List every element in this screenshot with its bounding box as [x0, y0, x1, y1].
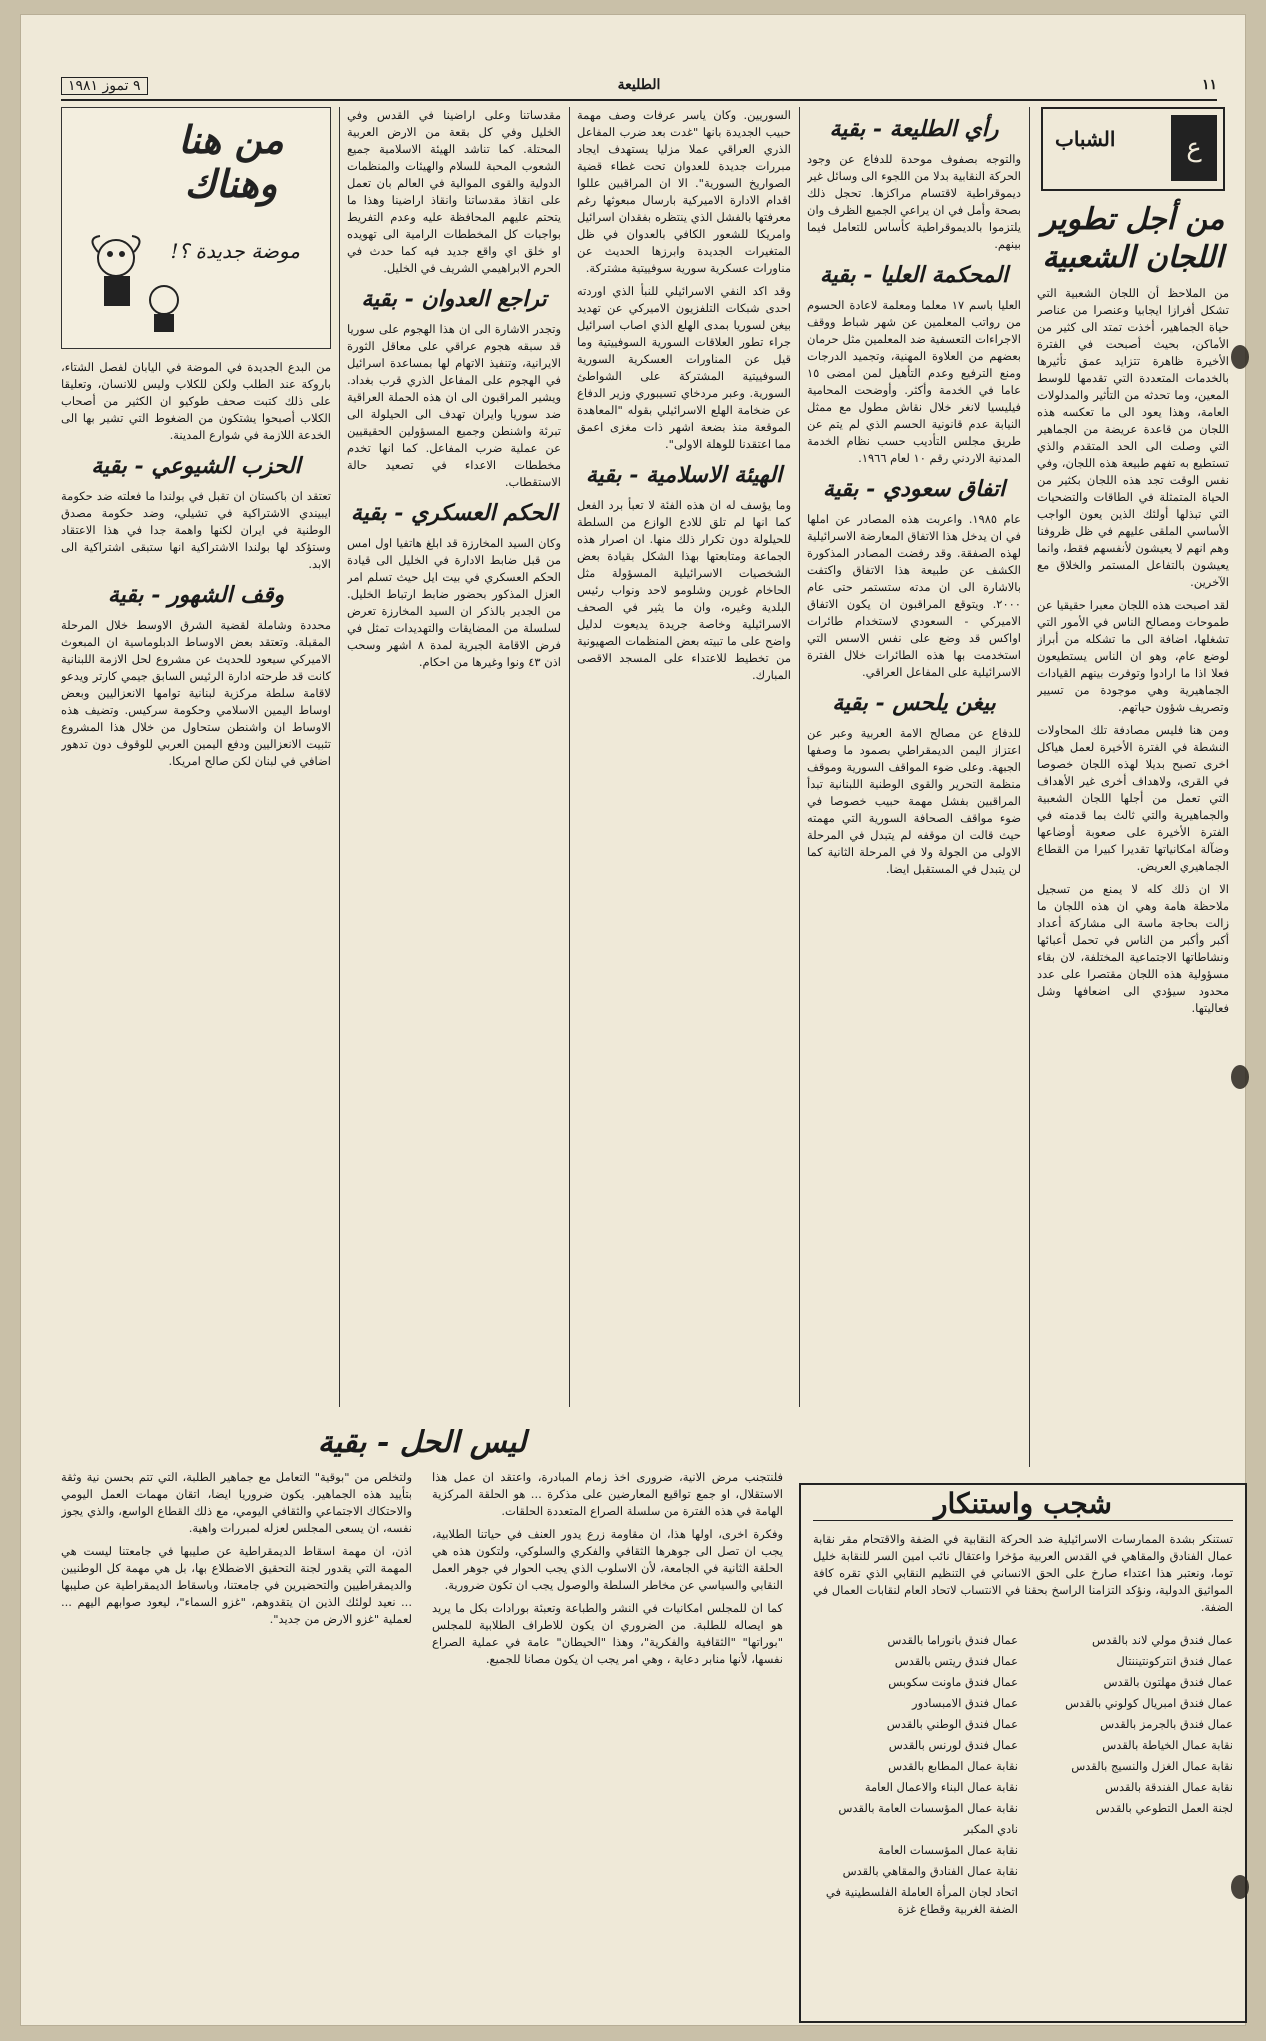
solution-paragraph: فلنتجنب مرض الانية، ضرورى اخذ زمام المبادرة، واعتقد ان عمل هذا الاستقلال، او جمع تواقيع المعارضين على مذكرة ... هو الحلقة المركزية الهامة في هذه الفترة من سلسلة الصراع المتعددة الحلقات.: [432, 1470, 783, 1518]
column-rule: [1029, 107, 1030, 1467]
saudi-text: عام ١٩٨٥. واعربت هذه المصادر عن املها في ان يدخل هذا الاتفاق المعارضة الاسرائيلية لهذه الصفقة. وقد رفضت المصادر المذكورة الكشف عن طبيعة هذا الاتفاق واكتفت بالاشارة الى ان مدته ستستمر حتى عام ٢٠٠٠. ويتوقع المراقبون ان يكون الاتفاق الاميركي - السعودي لاستخدام طائرات اواكس قد وضع على نفس الاسس التي استخدمت بها هذه الطائرات خلال الفترة الاسرائيلية على المفاعل العراقي.: [807, 512, 1021, 679]
youth-column: [1037, 107, 1229, 1467]
editorial-title: رأي الطليعة - بقية: [829, 116, 999, 142]
six-months-title: وقف الشهور - بقية: [107, 582, 285, 608]
column-2: [807, 107, 1021, 1447]
signatory: نقابة عمال الفندقة بالقدس: [1104, 1780, 1233, 1794]
signatory: نقابة عمال البناء والاعمال العامة: [864, 1780, 1018, 1794]
youth-paragraph: لقد اصبحت هذه اللجان معبرا حقيقيا عن طموحات ومصالح الناس في الأمور التي تشغلها، اضافة الى ما تشكله من أبراز لوضع عام، وهو ان الناس يستطيعون فعلا اذا ما ارادوا وتوفرت بينهم القيادات الجماهيرية وهي موجودة من تسيير وتصريف شؤون حياتهم.: [1037, 598, 1229, 714]
signatory: نقابة عمال الغزل والنسيج بالقدس: [1071, 1759, 1233, 1773]
cartoon-dog-icon: [76, 228, 196, 338]
military-title: الحكم العسكري - بقية: [350, 500, 558, 526]
corner-title: من هنا وهناك: [178, 117, 284, 206]
solution-article: [61, 1429, 783, 2019]
signatory: عمال فندق الوطني بالقدس: [886, 1717, 1018, 1731]
signatory: عمال فندق ريتس بالقدس: [894, 1654, 1018, 1668]
iraq-title: تراجع العدوان - بقية: [361, 286, 547, 312]
protest-intro: تستنكر بشدة الممارسات الاسرائيلية ضد الحركة النقابية في الضفة والاقتحام مقر نقابة عمال الفنادق والمقاهي في القدس العربية مؤخرا واعتقال نائب امين السر للنقابة خليل توما، ونعتبر هذا اعتداء صارخ على الحق الانساني في التنظيم النقابي الذي تقره كافة المواثيق الدولية، ونؤكد التزامنا الراسخ بحقنا في الانتساب لاتحاد العام لنقابات العمال في الضفة.: [813, 1532, 1233, 1614]
signatory: لجنة العمل التطوعي بالقدس: [1095, 1801, 1233, 1815]
corner-subtitle: موضة جديدة ؟!: [170, 239, 300, 263]
israeli-defense-text: وقد اكد النفي الاسرائيلي للنبأ الذي اوردته احدى شبكات التلفزيون الاميركي عن تهديد بيغن لسوريا بمدى الهلع الذي اصاب اسرائيل جراء تطور العلاقات السورية السوفييتية وما قيل عن المناورات العسكرية السورية السوفييتية المشتركة على الشواطئ السورية. وعبر مردخاي تسيبوري وزير الدفاع عن ضخامة الهلع الاسرائيلي بقوله "المعاهدة الموقعة منذ بضعة اشهر ذات مغزى اعمق مما اعتقدنا للوهلة الاولى".: [577, 284, 791, 451]
column-rule: [799, 107, 800, 1407]
page-number: ١١: [1201, 77, 1217, 93]
youth-article-title: من أجل تطوير اللجان الشعبية: [1041, 202, 1225, 275]
signatory: نقابة عمال الفنادق والمقاهي بالقدس: [842, 1864, 1018, 1878]
binder-hole: [1231, 1065, 1249, 1089]
party-title: الحزب الشيوعي - بقية: [91, 453, 301, 479]
binder-hole: [1231, 1875, 1249, 1899]
party-text: تعتقد ان باكستان ان تقبل في بولندا ما فعلته ضد حكومة ايبيندي الاشتراكية في تشيلي، وضد حكومة مصدق الوطنية في ايران لكنها واهمة جدا في هذا الاعتقاد وستؤكد لها بولندا الاشتراكية انها ستبقى اشتراكية الى الابد.: [61, 489, 331, 571]
signatory: عمال فندق بانوراما بالقدس: [887, 1633, 1018, 1647]
signatory: نقابة عمال المؤسسات العامة بالقدس: [838, 1801, 1018, 1815]
signatories-list-right: [1028, 1630, 1233, 1920]
column-4: [347, 107, 561, 1407]
editorial-text: والتوجه بصفوف موحدة للدفاع عن وجود الحركة النقابية بدلا من اللجوء الى وسائل غير ديموقراطية لاقتسام مراكزها. تحجل ذلك بصحة وأمل في ان يراعي الجميع الظرف وان يلتزموا بالديموقراطية كأساس للتعامل فيما بينهم.: [807, 152, 1021, 251]
youth-paragraph: ومن هنا فليس مصادفة تلك المحاولات النشطة في الفترة الأخيرة لعمل هياكل اخرى تصبح بديلا لهذه اللجان خصوصا في القرى، ولاهداف أخرى غير الأهداف التي تعمل من أجلها اللجان الشعبية والجماهيرية والتي ثالث بما قدمته في الفترة الأخيرة على صعوبة أوضاعها وضآلة امكانياتها تقديرا كبيرا من القطاع الجماهيري العريض.: [1037, 723, 1229, 873]
signatory: نقابة عمال الخياطة بالقدس: [1102, 1738, 1233, 1752]
signatory: عمال فندق مهلتون بالقدس: [1103, 1675, 1233, 1689]
signatory: نقابة عمال المؤسسات العامة: [878, 1843, 1018, 1857]
jerusalem-text: مقدساتنا وعلى اراضينا في القدس وفي الخليل وفي كل بقعة من الارض العربية المحتلة. كما تناشد الهيئة الاسلامية جميع الشعوب المحبة للسلام والهيئات والمنظمات الدولية والقوى الموالية في العالم بان تعمل على انقاذ مقدساتنا وانقاذ اراضينا وهذا ما يتحتم عليهم المحافظة عليه وعدم التفريط بواجبات كل المخططات الرامية الى تهويده او خلق اي واقع جديد فيه كما حدث في الحرم الابراهيمي الشريف في الخليل.: [347, 108, 561, 275]
high-court-title: المحكمة العليا - بقية: [819, 262, 1009, 288]
begin-text: للدفاع عن مصالح الامة العربية وعبر عن اعتزاز اليمن الديمقراطي بصمود ما وصفها الجبهة. وعلى ضوء المواقف السورية وموقف منظمة التحرير والقوى الوطنية اللبنانية تبدأ المراقبين بفشل مهمة حبيب خصوصا في ضوء مواقف الصحافة السورية التي مهمته حيث قالت ان موقفه لم يتبدل في المرحلة الاولى من الجولة ولا في المرحلة الثانية كما لن يتبدل في المستقبل ايضا.: [807, 726, 1021, 876]
solution-title: ليس الحل - بقية: [317, 1429, 527, 1460]
solution-paragraph: كما ان للمجلس امكانيات في النشر والطباعة وتعبئة بورادات بكل ما يريد هو ايصاله للطلبة. من الضروري ان يكون للاطراف الطلابية للمجلس "بوراتها" "الثقافية والفكرية"، وهذا "الحيطان" عامة في عملية الصراع نفسها، لأنها منابر دعاية ، وهي امر يجب ان يكون مصانا للجميع.: [432, 1601, 783, 1666]
column-3: [577, 107, 791, 1407]
signatory: نادي المكبر: [964, 1822, 1018, 1836]
column-5: [61, 107, 331, 1407]
iraq-text: وتجدر الاشارة الى ان هذا الهجوم على سوريا قد سبقه هجوم عراقي على معاقل الثورة الايرانية، وتنفيذ الاتهام لها بمساعدة اسرائيل في الهجوم على المفاعل الذري قرب بغداد. ويشير المراقبون الى ان هذه الحملة العراقية ضد سوريا وايران تهدف الى الحيلولة الى تبرئة واشنطن وجميع المسؤولين الحقيقيين عن عملية ضرب المفاعل. كما انها تخدم مخططات الاعداء في تصعيد حالة الاستقطاب.: [347, 322, 561, 489]
corner-text: من البدع الجديدة في الموضة في اليابان لفصل الشتاء، باروكة عند الطلب ولكن للكلاب وليس للانسان، وتعليقا على ذلك كتبت صحف طوكيو ان الكثير من أصحاب الكلاب أصبحوا يشتكون من الضغوط التي تشير بها الى الخدعة اللازمة في شوارع المدينة.: [61, 360, 331, 442]
solution-paragraph: وفكرة اخرى، اولها هذا، ان مقاومة زرع يدور العنف في حياتنا الطلابية، يجب ان تصل الى جوهرها الثقافي والفكري والسلوكي، ولتكون هذه هي الحلقة الثانية في الجامعة، لأن الاسلوب الذي يجب الحوار في جوهر العمل النقابي والسياسي عن مخاطر السلطة والوصول يجب ان تكون ضرورية.: [432, 1527, 783, 1592]
youth-paragraph: من الملاحظ أن اللجان الشعبية التي تشكل أفرازا ايجابيا وعنصرا من عناصر حياة الجماهير، أخذت تمتد الى كثير من الأماكن، بحيث أصبحت في الفترة الأخيرة ظاهرة تتزايد عمق تأثيرها بالخدمات المتعددة التي تقدمها للوسط المعين، وما تحدثه من التأثير والمدلولات العامة، وهذا يعود الى ما تعكسه هذه اللجان من قاعدة عريضة من الجماهير التي وصلت الى الحد المتقدم والذي تستطيع به تفهم طبيعة هذه اللجان، وفي نفس الوقت تجد هذه اللجان بكثير من الحياة المتمثلة في الطاقات والتضحيات التي تبذلها أولئك الذين يعون الواجب الأساسي الملقى عليهم في ظل ظروفنا وهم انهم لا يعيشون لأنفسهم فقط، وانما يعيشون بالتفاعل المستمر والخلاق مع الآخرين.: [1037, 286, 1229, 589]
six-months-text: محددة وشاملة لقضية الشرق الاوسط خلال المرحلة المقبلة. وتعتقد بعض الاوساط الدبلوماسية ان المبعوث الاميركي سيعود للحديث عن مشروع لحل الازمة اللبنانية كانت قد طرحته ادارة الرئيس السابق جيمي كارتر ويدعو لاقامة سلطة مركزية لبنانية توامها الانعزاليين وبعض اوساط اليمين الاسلامي وحكومة سركيس. وتضيف هذه الاوساط ان واشنطن ستحاول من خلال هذا المشروع تثبيت الانعزاليين ودفع اليمين العربي للوقوف دون تدهور اضافي في لبنان لكن صالح امريكا.: [61, 618, 331, 768]
islamic-title: الهيئة الاسلامية - بقية: [585, 462, 783, 488]
page-header: [61, 77, 1217, 101]
newspaper-name: الطليعة: [617, 77, 661, 93]
newspaper-page: [20, 14, 1246, 2026]
saudi-title: اتفاق سعودي - بقية: [822, 476, 1006, 502]
signatory: عمال فندق انتركونتيننتال: [1116, 1654, 1233, 1668]
here-and-there-box: [61, 107, 331, 349]
issue-date: ٩ تموز ١٩٨١: [61, 77, 148, 95]
solution-paragraph: ولتخلص من "بوقية" التعامل مع جماهير الطلبة، التي تتم بحسن نية وثقة بتأييد هذه الجماهير. يكون ضروريا ايضا، اتقان مهمات العمل اليومي والاحتكاك الاجتماعي والثقافي اليومي، مع ذلك القطاع الواسع، والذي يجوز نفسه، ان يسعى المجلس لعزله لمبررات واهية.: [61, 1470, 412, 1535]
signatories-list-left: [813, 1630, 1018, 1920]
binder-hole: [1231, 345, 1249, 369]
high-court-text: العليا باسم ١٧ معلما ومعلمة لاعادة الحسوم من رواتب المعلمين عن شهر شباط ووقف الاجراءات التعسفية ضد المعلمين مثل حرمان بعضهم من العلاوة المهنية، وتجميد الدرجات ومنع الترفيع وعدم التأهيل لمن امضى ١٥ عاما في الخدمة وأكثر. وأوضحت المحامية فيليسيا لانغر خلال نقاش مطول مع ممثل النيابة عدم قانونية الحسم الذي لم يتم عن طريق مجلس التأديب حسب نظام الخدمة المدنية الاردني رقم ١٠ لعام ١٩٦٦.: [807, 298, 1021, 465]
solution-paragraph: اذن، ان مهمة اسقاط الديمقراطية عن صليبها في جامعتنا ليست هي المهمة التي يقدور لجنة التحقيق الاضطلاع بها، بل هي مهمة كل الوطنيين والديمقراطيين والتحضيرين في جامعتنا، وباسقاط الديمقراطية عن صليبها ... نعيد لولئك الذين ان يتقدوهم، "غزو السماء"، ليعود صوابهم اليهم ... لعملية "غزو الارض من جديد".: [61, 1544, 412, 1626]
signatory: عمال فندق الامبسادور: [912, 1696, 1018, 1710]
youth-section-logo: [1041, 107, 1225, 191]
syrians-text: السوريين. وكان ياسر عرفات وصف مهمة حبيب الجديدة بانها "غدت بعد ضرب المفاعل الذري العراقي عملا مزليا يستهدف ايجاد مبررات جديدة للعدوان تحت غطاء قضية الصواريخ السورية". الا ان المراقبين عللوا اقدام الادارة الاميركية بارسال مبعوثها رغم معرفتها بالفشل الذي ينتظره بفقدان اسرائيل وامريكا للشعور الكافي بالعدوان في ظل المتغيرات الجديدة وابرزها الحديث عن مناورات عسكرية سورية سوفييتية مشتركة.: [577, 108, 791, 275]
signatory: نقابة عمال المطابع بالقدس: [888, 1759, 1018, 1773]
protest-title: شجب واستنكار: [813, 1495, 1233, 1521]
signatory: عمال فندق امبريال كولوني بالقدس: [1065, 1696, 1233, 1710]
column-rule: [339, 107, 340, 1407]
youth-paragraph: الا ان ذلك كله لا يمنع من تسجيل ملاحظة هامة وهي ان هذه اللجان ما زالت بحاجة ماسة الى مشاركة أعداد أكبر وأكبر من الناس في تحمل أعبائها ونشاطاتها الاجتماعية المختلفة، لان بقاء مسؤولية هذه اللجان مقتصرا على عدد محدود سيؤدي الى اضعافها وشل فعاليتها.: [1037, 882, 1229, 1015]
section-label: الشباب: [1055, 127, 1116, 151]
signatory: عمال فندق لورنس بالقدس: [888, 1738, 1018, 1752]
begin-title: بيغن يلحس - بقية: [832, 690, 996, 716]
column-rule: [569, 107, 570, 1407]
section-glyph-icon: ع: [1171, 115, 1217, 181]
protest-box: [799, 1483, 1247, 2023]
signatory: عمال فندق بالجرمز بالقدس: [1100, 1717, 1233, 1731]
islamic-text: وما يؤسف له ان هذه الفئة لا تعبأ برد الفعل كما انها لم تلق للادع الوازع من السلطة للحيلولة دون تكرار ذلك منها. ان اصرار هذه الجماعة ومتابعتها بهذا الشكل بقيادة بعض الشخصيات الاسرائيلية المسؤولة مثل الحاخام غورين وشلومو لاحد ونواب رئيس البلدية وغيره، وان ما يثير في الصحف الاسرائيلية وخاصة جريدة يديعوت لدليل واضح على ما تبيته بعض المنظمات الصهيونية من تخطيط للاعتداء على المسجد الاقصى المبارك.: [577, 498, 791, 682]
signatory: عمال فندق ماونت سكوبس: [888, 1675, 1018, 1689]
signatory: عمال فندق مولي لاند بالقدس: [1091, 1633, 1233, 1647]
military-text: وكان السيد المخارزة قد ابلغ هاتفيا اول امس من قبل ضابط الادارة في الخليل الى قيادة الحكم العسكري في بيت ايل حيث تسلم امر العزل المذكور بحضور ضابط ارتباط الخليل. من الجدير بالذكر ان السيد المخارزة تعرض لسلسلة من المضايقات والتهديدات تمثل في فرض الاقامة الجبرية لمدة ٨ اشهر وسحب اذن ٤٣ ونوا وغيرها من احكام.: [347, 536, 561, 669]
signatory: اتحاد لجان المرأة العاملة الفلسطينية في الضفة الغربية وقطاع غزة: [825, 1885, 1018, 1916]
